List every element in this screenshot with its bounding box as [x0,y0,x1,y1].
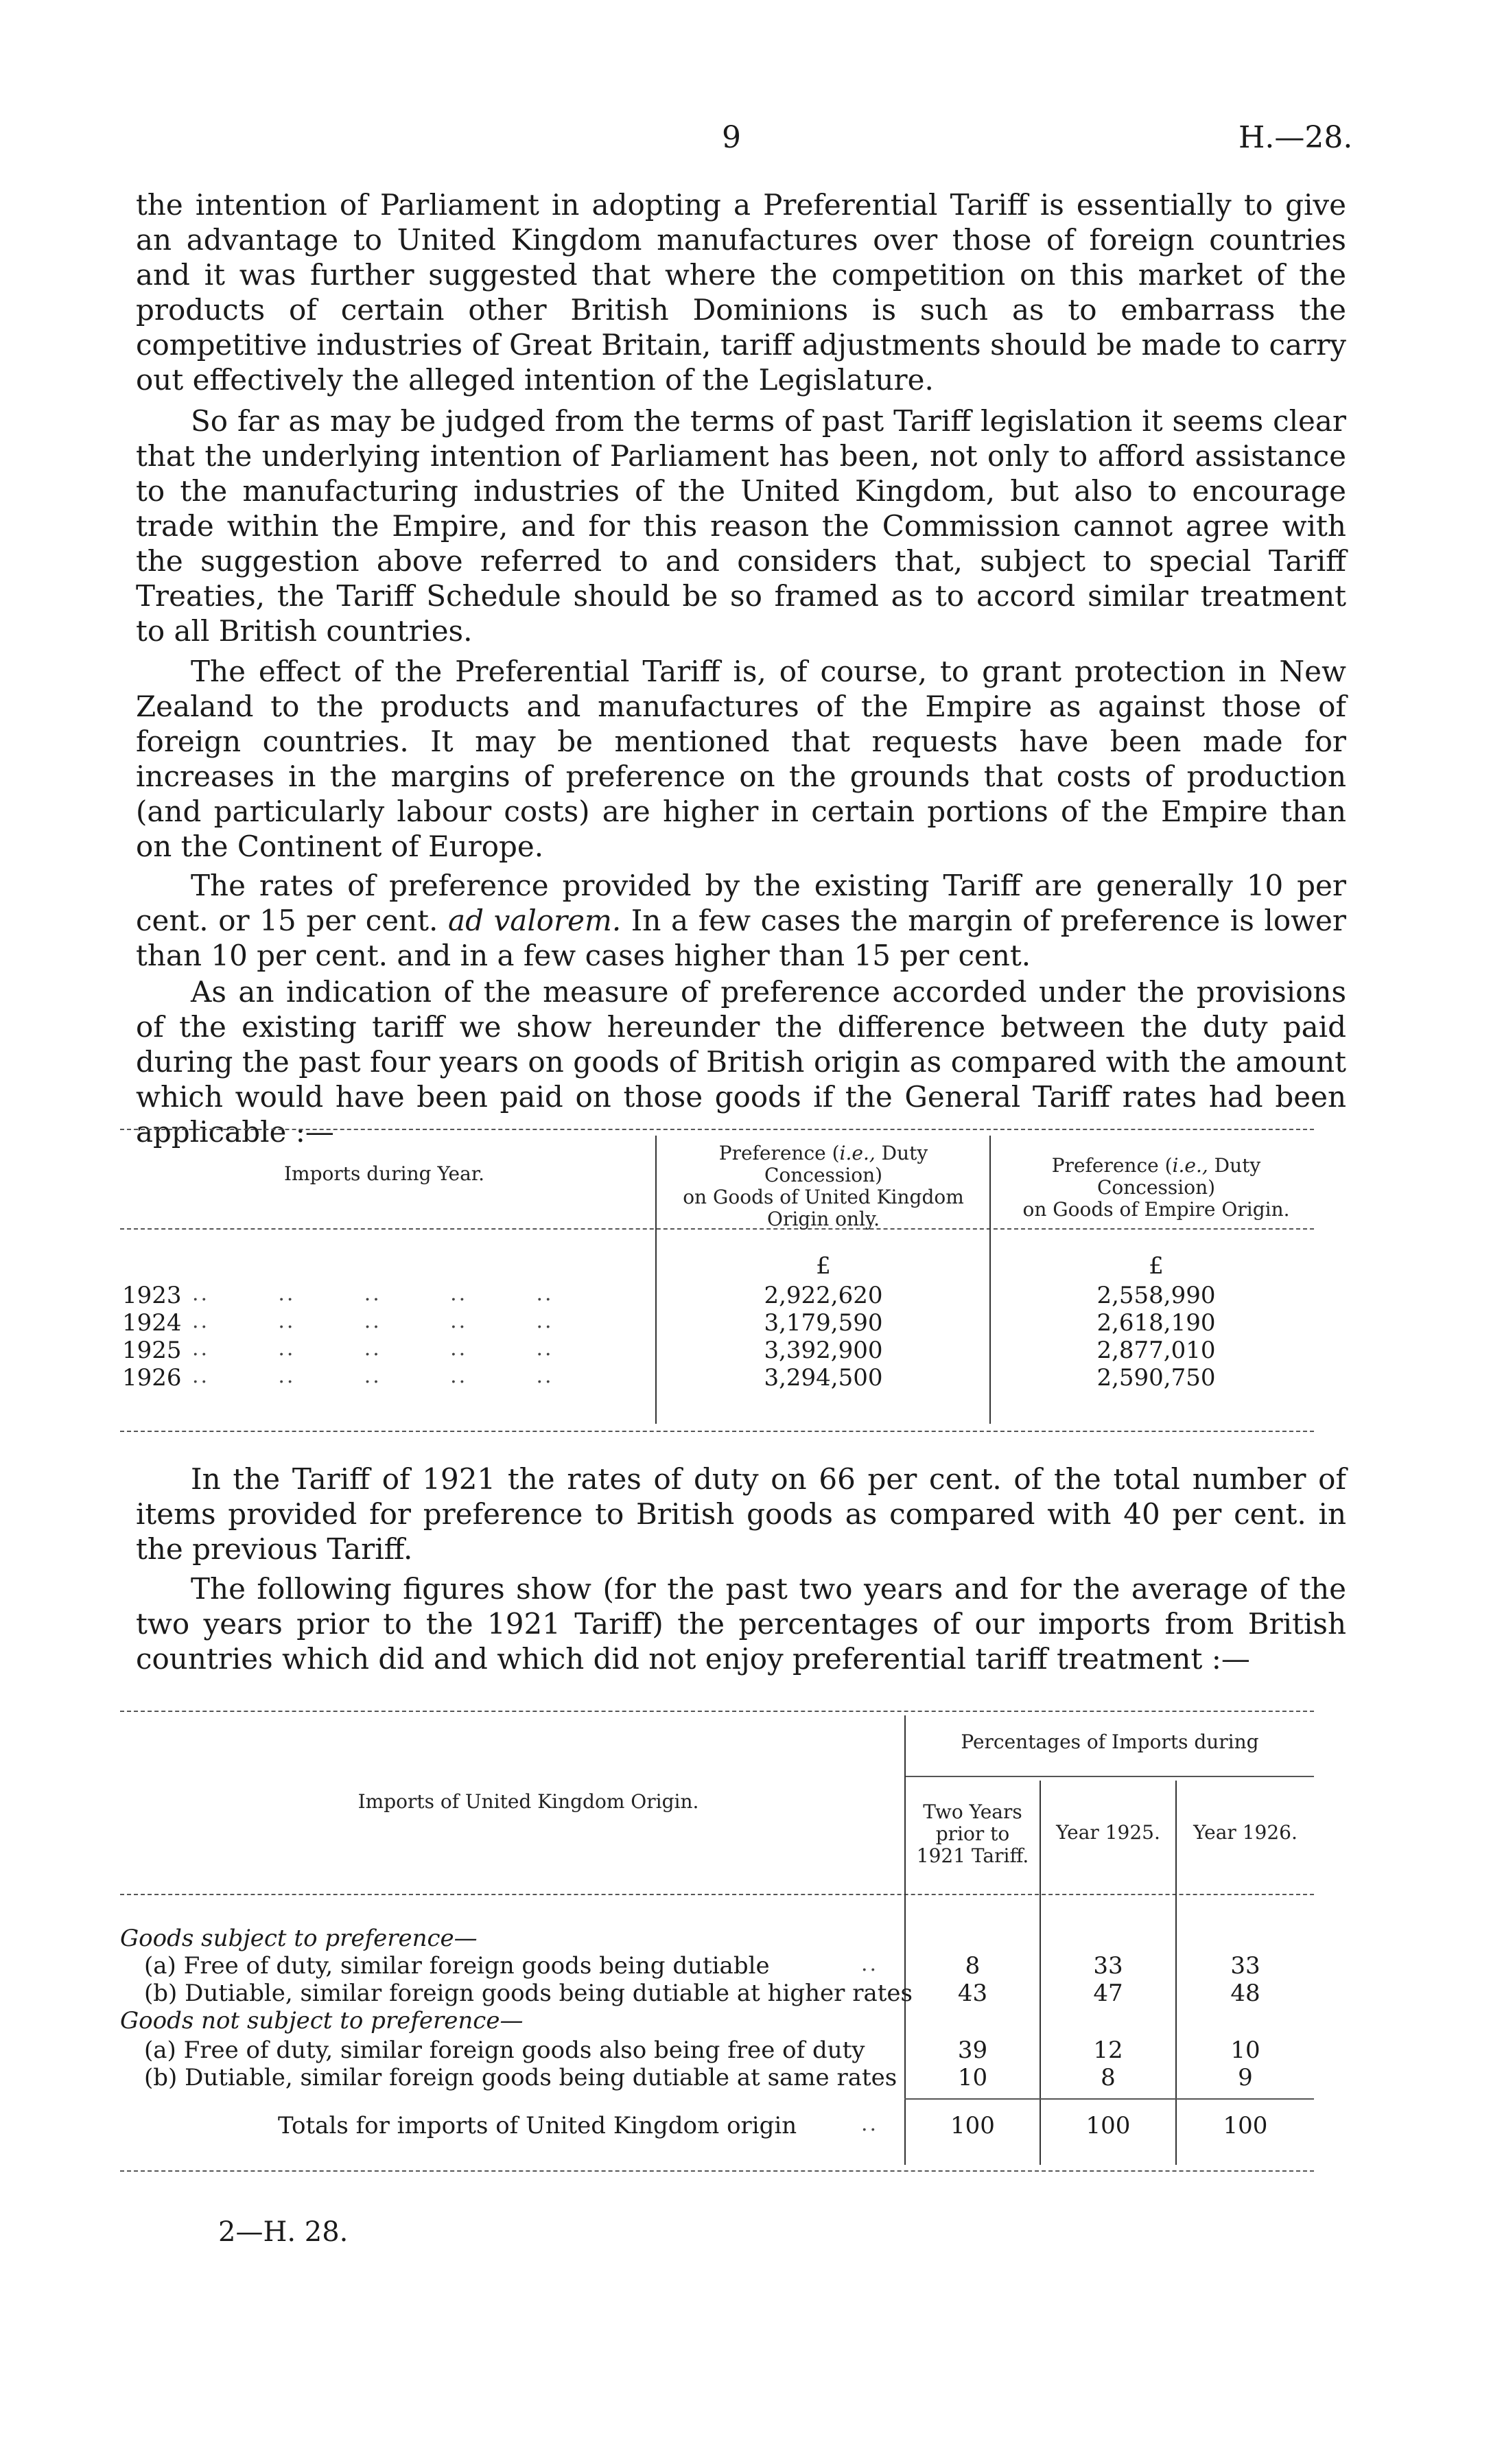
paragraph-4-text-a: The rates of preference provided by the existing Tariff are generally 10 per cent. or 15 per cent. [136,869,1346,937]
table1-col3-header-b: Duty Concession) [1096,1154,1261,1199]
table2-subheader-prior-2: prior to [935,1822,1010,1845]
table1-col2-header [657,1142,989,1230]
table2-total-prior: 100 [950,2112,995,2139]
table1-year: 1924 [122,1309,182,1337]
table2-value-1926: 10 [1230,2037,1260,2064]
table1-col2-header-line3: Origin only. [767,1208,880,1230]
table1-bottom-rule [120,1431,1314,1432]
paragraph-7: The following figures show (for the past two years and for the average of the two years prior to the 1921 Tariff) the percentages of our imports from British countries which did and which did not enjoy preferential tariff treatment :— [136,1572,1346,1676]
table1-uk-value: 2,922,620 [764,1282,883,1309]
table2-section-subject: Goods subject to preference— [120,1925,478,1952]
table2-divider-1 [904,1715,906,2165]
table1-empire-value: 2,618,190 [1096,1309,1216,1337]
table1-leader: .. .. .. .. .. [192,1309,554,1333]
table1-leader: .. .. .. .. .. [192,1337,554,1361]
table1-col2-header-line1 [657,1142,989,1186]
table2-value-prior: 43 [957,1980,988,2007]
table1-empire-value: 2,877,010 [1096,1337,1216,1364]
document-code: H.—28. [1238,120,1353,155]
table1-col2-header-ie: i.e., [839,1142,876,1164]
table1-top-rule [120,1129,1314,1130]
table1-divider-1 [655,1136,657,1424]
table2-subheader-1926: Year 1926. [1193,1821,1298,1844]
table1-col2-header-b: Duty Concession) [764,1142,928,1186]
table2-total-label: Totals for imports of United Kingdom origin [278,2112,797,2139]
table2-bottom-rule [120,2170,1314,2172]
table2-total-leader: .. [861,2112,879,2136]
table2-total-1926: 100 [1223,2112,1268,2139]
table1-col3-header-line2: on Goods of Empire Origin. [1022,1198,1290,1221]
table1-col3-header-a: Preference ( [1051,1154,1173,1177]
table1-col3-header-ie: i.e., [1172,1154,1208,1177]
table2-section-not-subject: Goods not subject to preference— [120,2007,524,2034]
footer-signature: 2—H. 28. [218,2216,349,2248]
table2-col1-header: Imports of United Kingdom Origin. [357,1790,699,1813]
table1-unit-uk: £ [816,1252,831,1280]
paragraph-6: In the Tariff of 1921 the rates of duty on 66 per cent. of the total number of items provided for preference to British goods as compared with 40 per cent. in the previous Tariff. [136,1462,1346,1566]
table2-value-1926: 48 [1230,1980,1260,2007]
table2-subheader-prior-3: 1921 Tariff. [916,1844,1029,1867]
table1-uk-value: 3,392,900 [764,1337,883,1364]
table1-divider-2 [989,1136,991,1424]
table2-total-rule [904,2098,1314,2100]
table2-row-label: (b) Dutiable, similar foreign goods being dutiable at same rates [144,2064,897,2091]
paragraph-4 [136,868,1346,973]
table2-row-label: (b) Dutiable, similar foreign goods being dutiable at higher rates [144,1980,913,2007]
table2-group-header: Percentages of Imports during [961,1730,1259,1753]
table2-value-1925: 8 [1101,2064,1116,2091]
table1-col2-header-a: Preference ( [718,1142,840,1164]
table2-row-label: (a) Free of duty, similar foreign goods being dutiable [144,1952,770,1980]
table1-uk-value: 3,179,590 [764,1309,883,1337]
table1-year: 1923 [122,1282,182,1309]
table2-value-1926: 33 [1230,1952,1260,1980]
paragraph-2: So far as may be judged from the terms of past Tariff legislation it seems clear that the underlying intention of Parliament has been, not only to afford assistance to the manufacturing industries of the United Kingdom, but also to encourage trade within the Empire, and for this reason the Commission cannot agree with the suggestion above referred to and considers that, subject to special Tariff Treaties, the Tariff Schedule should be so framed as to accord similar treatment to all British countries. [136,404,1346,648]
paragraph-5: As an indication of the measure of preference accorded under the provisions of the existing tariff we show hereunder the difference between the duty paid during the past four years on goods of British origin as compared with the amount which would have been paid on those goods if the General Tariff rates had been applicable :— [136,975,1346,1149]
paragraph-4-text-b: In a few cases the margin of preference is lower than 10 per cent. and in a few cases higher than 15 per cent. [136,904,1346,972]
table2-total-1925: 100 [1085,2112,1131,2139]
table1-col2-header-line2: on Goods of United Kingdom [683,1186,964,1208]
table2-subheader-1925: Year 1925. [1056,1821,1160,1844]
table2-value-1925: 47 [1093,1980,1123,2007]
table2-value-1926: 9 [1238,2064,1253,2091]
table1-empire-value: 2,558,990 [1096,1282,1216,1309]
paragraph-4-italic: ad valorem. [448,904,622,937]
table2-value-prior: 39 [957,2037,988,2064]
table1-year: 1925 [122,1337,182,1364]
table1-col3-header [991,1155,1321,1221]
table2-header-rule [120,1894,1314,1895]
paragraph-1: the intention of Parliament in adopting a Preferential Tariff is essentially to give an advantage to United Kingdom manufactures over those of foreign countries and it was further suggested that where the competition on this market of the products of certain other British Dominions is such as to embarrass the competitive industries of Great Britain, tariff adjustments should be made to carry out effectively the alleged intention of the Legislature. [136,188,1346,397]
table1-year: 1926 [122,1364,182,1392]
table2-row-leader: .. [861,1952,879,1976]
table2-value-prior: 10 [957,2064,988,2091]
page-number: 9 [722,120,741,155]
table2-value-1925: 12 [1093,2037,1123,2064]
table1-leader: .. .. .. .. .. [192,1364,554,1388]
table1-col3-header-line1 [991,1155,1321,1199]
table1-col1-header: Imports during Year. [284,1162,484,1185]
table1-uk-value: 3,294,500 [764,1364,883,1392]
table2-row-label: (a) Free of duty, similar foreign goods also being free of duty [144,2037,865,2064]
table1-leader: .. .. .. .. .. [192,1282,554,1306]
table2-value-1925: 33 [1093,1952,1123,1980]
table2-subheader-prior-1: Two Years [923,1800,1022,1823]
paragraph-3: The effect of the Preferential Tariff is, of course, to grant protection in New Zealand to the products and manufactures of the Empire as against those of foreign countries. It may be mentioned that requests have been made for increases in the margins of preference on the grounds that costs of production (and particularly labour costs) are higher in certain portions of the Empire than on the Continent of Europe. [136,655,1346,863]
table2-group-rule [904,1776,1314,1777]
table1-unit-empire: £ [1149,1252,1164,1280]
table2-top-rule [120,1711,1314,1712]
table1-empire-value: 2,590,750 [1096,1364,1216,1392]
table2-value-prior: 8 [965,1952,981,1980]
table2-subheader-prior [906,1801,1040,1867]
